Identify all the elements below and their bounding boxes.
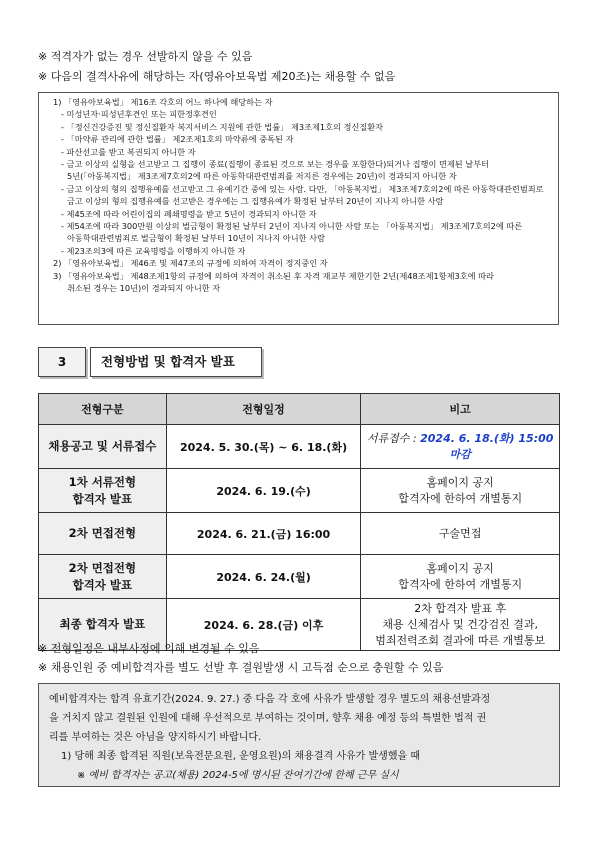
reserve-text-line: 예비합격자는 합격 유효기간(2024. 9. 27.) 중 다음 각 호에 사유가 발생할 경우 별도의 채용선발과정 <box>49 694 491 705</box>
row-remark: 2차 합격자 발표 후 채용 신체검사 및 건강검진 결과, 범죄전력조회 결과에 따른 개별통보 <box>361 599 560 651</box>
table-row <box>39 513 560 555</box>
disqualification-line: - 금고 이상의 형의 집행유예를 선고받고 그 유예기간 중에 있는 사람. 다만, 「아동복지법」 제3조제7호의2에 따른 아동학대관련범죄로 <box>61 183 544 194</box>
header-schedule: 전형일정 <box>166 394 361 425</box>
disqualification-line: - 제54조에 따라 300만원 이상의 벌금형이 확정된 날부터 2년이 지나지 아니한 사람 또는 「아동복지법」 제3조제7호의2에 따른 <box>61 221 523 232</box>
disqualification-line: 1) 「영유아보육법」 제16조 각호의 어느 하나에 해당하는 자 <box>53 97 273 107</box>
schedule-table <box>38 393 560 651</box>
disqualification-line: 5년(「아동복지법」 제3조제7호의2에 따른 아동학대관련범죄를 저지른 경우에는 20년)이 경과되지 아니한 자 <box>67 171 457 182</box>
row-remark: 홈페이지 공지 합격자에 한하여 개별통지 <box>361 555 560 599</box>
disqualification-line: - 「마약류 관리에 관한 법률」 제2조제1호의 마약류에 중독된 자 <box>61 134 294 145</box>
reserve-text-line: 1) 당해 최종 합격된 직원(보육전문요원, 운영요원)의 채용결격 사유가 발생했을 때 <box>61 751 420 762</box>
row-remark: 서류접수 : 2024. 6. 18.(화) 15:00 마감 <box>361 425 560 469</box>
row-remark: 구술면접 <box>361 513 560 555</box>
disqualification-line: - 제45조에 따라 어린이집의 폐쇄명령을 받고 5년이 경과되지 아니한 자 <box>61 208 317 219</box>
reserve-text-line: 을 거치지 않고 결원된 인원에 대해 우선적으로 부여하는 것이며, 향후 채용 예정 등의 특별한 법적 권 <box>49 713 487 724</box>
disqualification-line: 아동학대관련범죄로 벌금형이 확정된 날부터 10년이 지나지 아니한 사람 <box>67 233 326 244</box>
note-reserve-candidates: ※ 채용인원 중 예비합격자를 별도 선발 후 결원발생 시 고득점 순으로 충원할 수 있음 <box>38 661 444 674</box>
disqualification-line: - 금고 이상의 실형을 선고받고 그 집행이 종료(집행이 종료된 것으로 보는 경우를 포함한다)되거나 집행이 면제된 날부터 <box>61 159 490 170</box>
header-remarks: 비고 <box>361 394 560 425</box>
row-label: 2차 면접전형 합격자 발표 <box>39 555 167 599</box>
section-number: 3 <box>38 347 86 377</box>
note-disqualification: ※ 다음의 결격사유에 해당하는 자(영유아보육법 제20조)는 채용할 수 없음 <box>38 70 396 83</box>
note-no-qualified: ※ 적격자가 없는 경우 선발하지 않을 수 있음 <box>38 50 253 63</box>
header-category: 전형구분 <box>39 394 167 425</box>
reserve-text-line: 리를 부여하는 것은 아님을 양지하시기 바랍니다. <box>49 732 262 743</box>
table-row <box>39 469 560 513</box>
disqualification-line: 금고 이상의 형의 집행유예를 선고받은 경우에는 그 집행유예가 확정된 날부터 20년이 지나지 아니한 사람 <box>67 196 444 207</box>
table-header-row <box>39 394 560 425</box>
row-label: 최종 합격자 발표 <box>39 599 167 651</box>
section-title: 전형방법 및 합격자 발표 <box>90 347 262 377</box>
disqualification-line: 취소된 경우는 10년)이 경과되지 아니한 자 <box>67 283 221 294</box>
row-date: 2024. 6. 28.(금) 이후 <box>166 599 361 651</box>
disqualification-line: 2) 「영유아보육법」 제46조 및 제47조의 규정에 의하여 자격이 정지중인 자 <box>53 258 328 269</box>
row-label: 2차 면접전형 <box>39 513 167 555</box>
row-label: 1차 서류전형 합격자 발표 <box>39 469 167 513</box>
disqualification-line: 3) 「영유아보육법」 제48조제1항의 규정에 의하여 자격이 취소된 후 자격 재교부 제한기한 2년(제48조제1항제3호에 따라 <box>53 270 494 281</box>
row-date: 2024. 6. 21.(금) 16:00 <box>166 513 361 555</box>
reserve-italic-note: ※ 예비 합격자는 공고(채용) 2024-5에 명시된 잔여기간에 한해 근무 실시 <box>77 770 399 781</box>
disqualification-line: - 파산선고를 받고 복권되지 아니한 자 <box>61 146 196 157</box>
row-date: 2024. 6. 24.(월) <box>166 555 361 599</box>
disqualification-line: - 「정신건강증진 및 정신질환자 복지서비스 지원에 관한 법률」 제3조제1호의 정신질환자 <box>61 121 384 132</box>
row-label: 채용공고 및 서류접수 <box>39 425 167 469</box>
disqualification-box <box>38 92 559 325</box>
row-date: 2024. 5. 30.(목) ~ 6. 18.(화) <box>166 425 361 469</box>
table-row <box>39 555 560 599</box>
reserve-candidate-box <box>38 683 560 787</box>
disqualification-line: - 제23조의3에 따른 교육명령을 이행하지 아니한 자 <box>61 245 246 256</box>
row-date: 2024. 6. 19.(수) <box>166 469 361 513</box>
table-row <box>39 425 560 469</box>
row-remark: 홈페이지 공지 합격자에 한하여 개별통지 <box>361 469 560 513</box>
disqualification-line: - 미성년자·피성년후견인 또는 피한정후견인 <box>61 109 217 120</box>
note-schedule-change: ※ 전형일정은 내부사정에 의해 변경될 수 있음 <box>38 642 260 655</box>
